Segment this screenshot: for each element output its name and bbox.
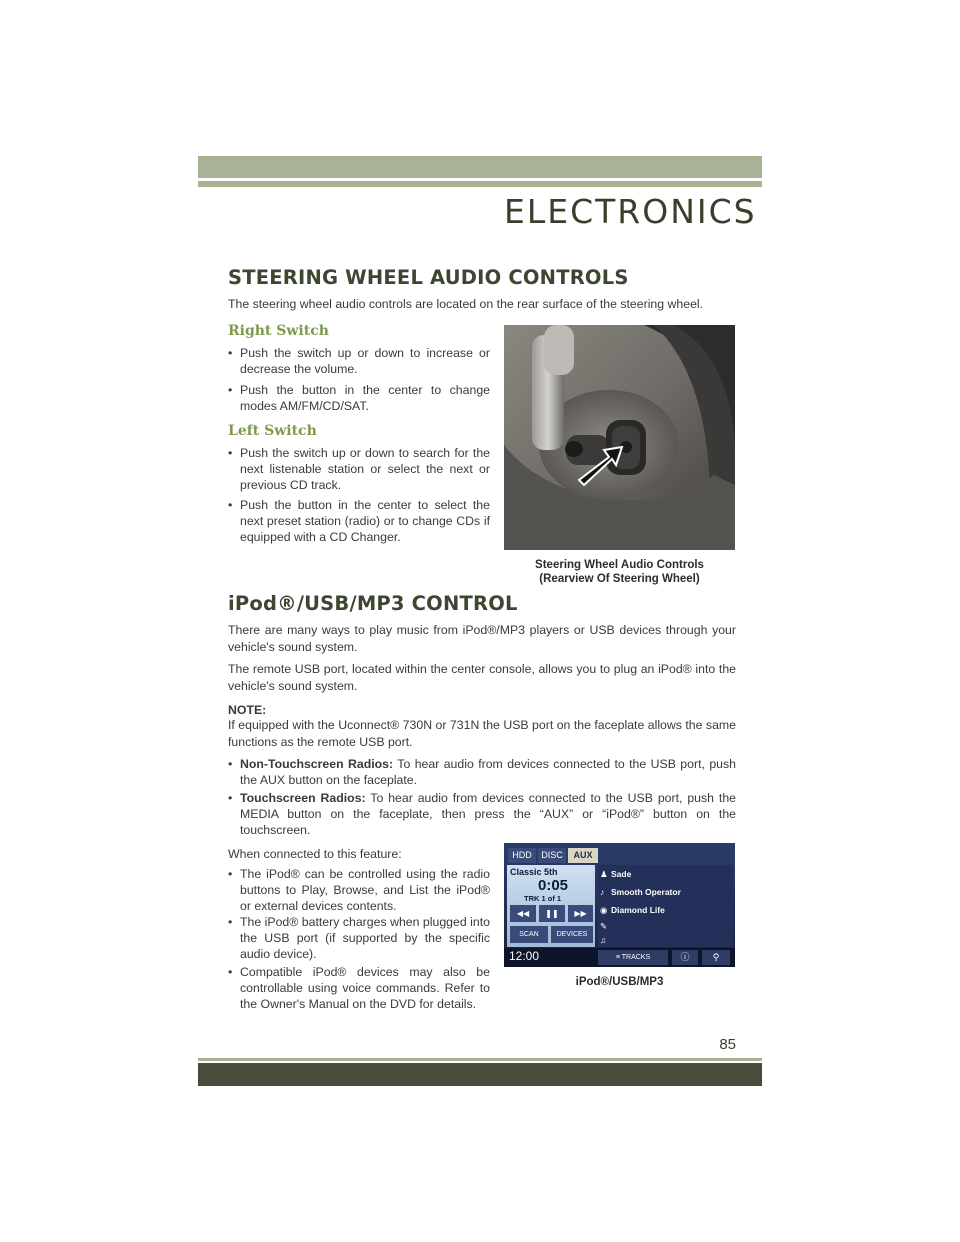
album-icon: ◉ (600, 905, 608, 915)
list-item[interactable]: Smooth Operator (611, 887, 681, 897)
left-switch-heading: Left Switch (228, 423, 317, 439)
tracks-button[interactable] (598, 950, 668, 965)
section-title: ELECTRONICS (504, 192, 757, 231)
list-item[interactable]: Sade (611, 869, 632, 879)
left-switch-item: • Push the button in the center to select the next preset station (radio) or to change CDs if equipped with a CD Changer. (228, 498, 490, 544)
photo-caption (504, 558, 735, 586)
play-time: 0:05 (538, 877, 569, 894)
right-switch-item: • Push the button in the center to change modes AM/FM/CD/SAT. (228, 383, 490, 413)
steering-wheel-illustration (504, 325, 735, 550)
ipod-p1: There are many ways to play music from iPod®/MP3 players or USB devices through your vehicle's sound system. (228, 623, 736, 654)
left-switch-item: • Push the switch up or down to search for the next listenable station or select the next or previous CD track. (228, 446, 490, 492)
track-count: TRK 1 of 1 (524, 894, 562, 903)
radio-screen (504, 843, 735, 967)
rewind-button[interactable]: ◀◀ (510, 905, 536, 922)
header-bar (198, 156, 762, 178)
feature-item: • Compatible iPod® devices may also be controllable using voice commands. Refer to the Owner's Manual on the DVD for details. (228, 965, 490, 1011)
clock: 12:00 (509, 949, 540, 963)
music-icon: ♫ (600, 935, 607, 945)
ipod-p2: The remote USB port, located within the center console, allows you to plug an iPod® into the vehicle's sound system. (228, 662, 736, 693)
footer-stripe (198, 1058, 762, 1061)
menu-icon: ≡ (615, 954, 622, 961)
screen-caption: iPod®/USB/MP3 (575, 976, 664, 988)
album-name: Classic 5th (510, 867, 558, 877)
footer-bar (198, 1063, 762, 1086)
pause-button[interactable]: ❚❚ (539, 905, 565, 922)
fast-forward-button[interactable]: ▶▶ (568, 905, 593, 922)
scan-button[interactable]: SCAN (510, 926, 548, 943)
search-icon[interactable]: ⚲ (702, 950, 730, 965)
feature-item: • The iPod® battery charges when plugged into the USB port (if supported by the specific audio device). (228, 915, 490, 961)
devices-button[interactable]: DEVICES (551, 926, 593, 943)
swac-intro: The steering wheel audio controls are located on the rear surface of the steering wheel. (228, 297, 704, 311)
genre-icon: ✎ (600, 921, 608, 931)
caption-line: Steering Wheel Audio Controls (535, 559, 704, 571)
song-icon: ♪ (600, 887, 605, 897)
radio-bullet: • Non-Touchscreen Radios: To hear audio from devices connected to the USB port, push the AUX button on the faceplate. (228, 757, 736, 787)
right-switch-heading: Right Switch (228, 323, 329, 339)
ipod-title: iPod®/USB/MP3 CONTROL (228, 592, 518, 615)
info-icon[interactable]: ⓘ (672, 950, 698, 965)
note-label: NOTE: (228, 703, 267, 717)
right-switch-item: • Push the switch up or down to increase or decrease the volume. (228, 346, 490, 376)
header-stripe (198, 181, 762, 187)
tab-disc[interactable]: DISC (538, 848, 566, 863)
swac-title: STEERING WHEEL AUDIO CONTROLS (228, 266, 629, 289)
tracks-label: TRACKS (621, 954, 651, 961)
note-text: If equipped with the Uconnect® 730N or 731N the USB port on the faceplate allows the same functions as the remote USB port. (228, 718, 736, 749)
radio-bullet: • Touchscreen Radios: To hear audio from devices connected to the USB port, push the MEDIA button on the faceplate, then press the “AUX” or “iPod®” button on the touchscreen. (228, 791, 736, 837)
list-item[interactable]: Diamond Life (611, 905, 665, 915)
feature-item: • The iPod® can be controlled using the radio buttons to Play, Browse, and List the iPod® or external devices contents. (228, 867, 490, 913)
steering-wheel-photo (504, 325, 735, 550)
when-connected: When connected to this feature: (228, 847, 402, 861)
caption-line: (Rearview Of Steering Wheel) (539, 573, 700, 585)
tab-aux[interactable]: AUX (568, 848, 598, 863)
tab-hdd[interactable]: HDD (508, 848, 536, 863)
page-number: 85 (719, 1036, 736, 1053)
artist-icon: ♟ (600, 869, 608, 879)
